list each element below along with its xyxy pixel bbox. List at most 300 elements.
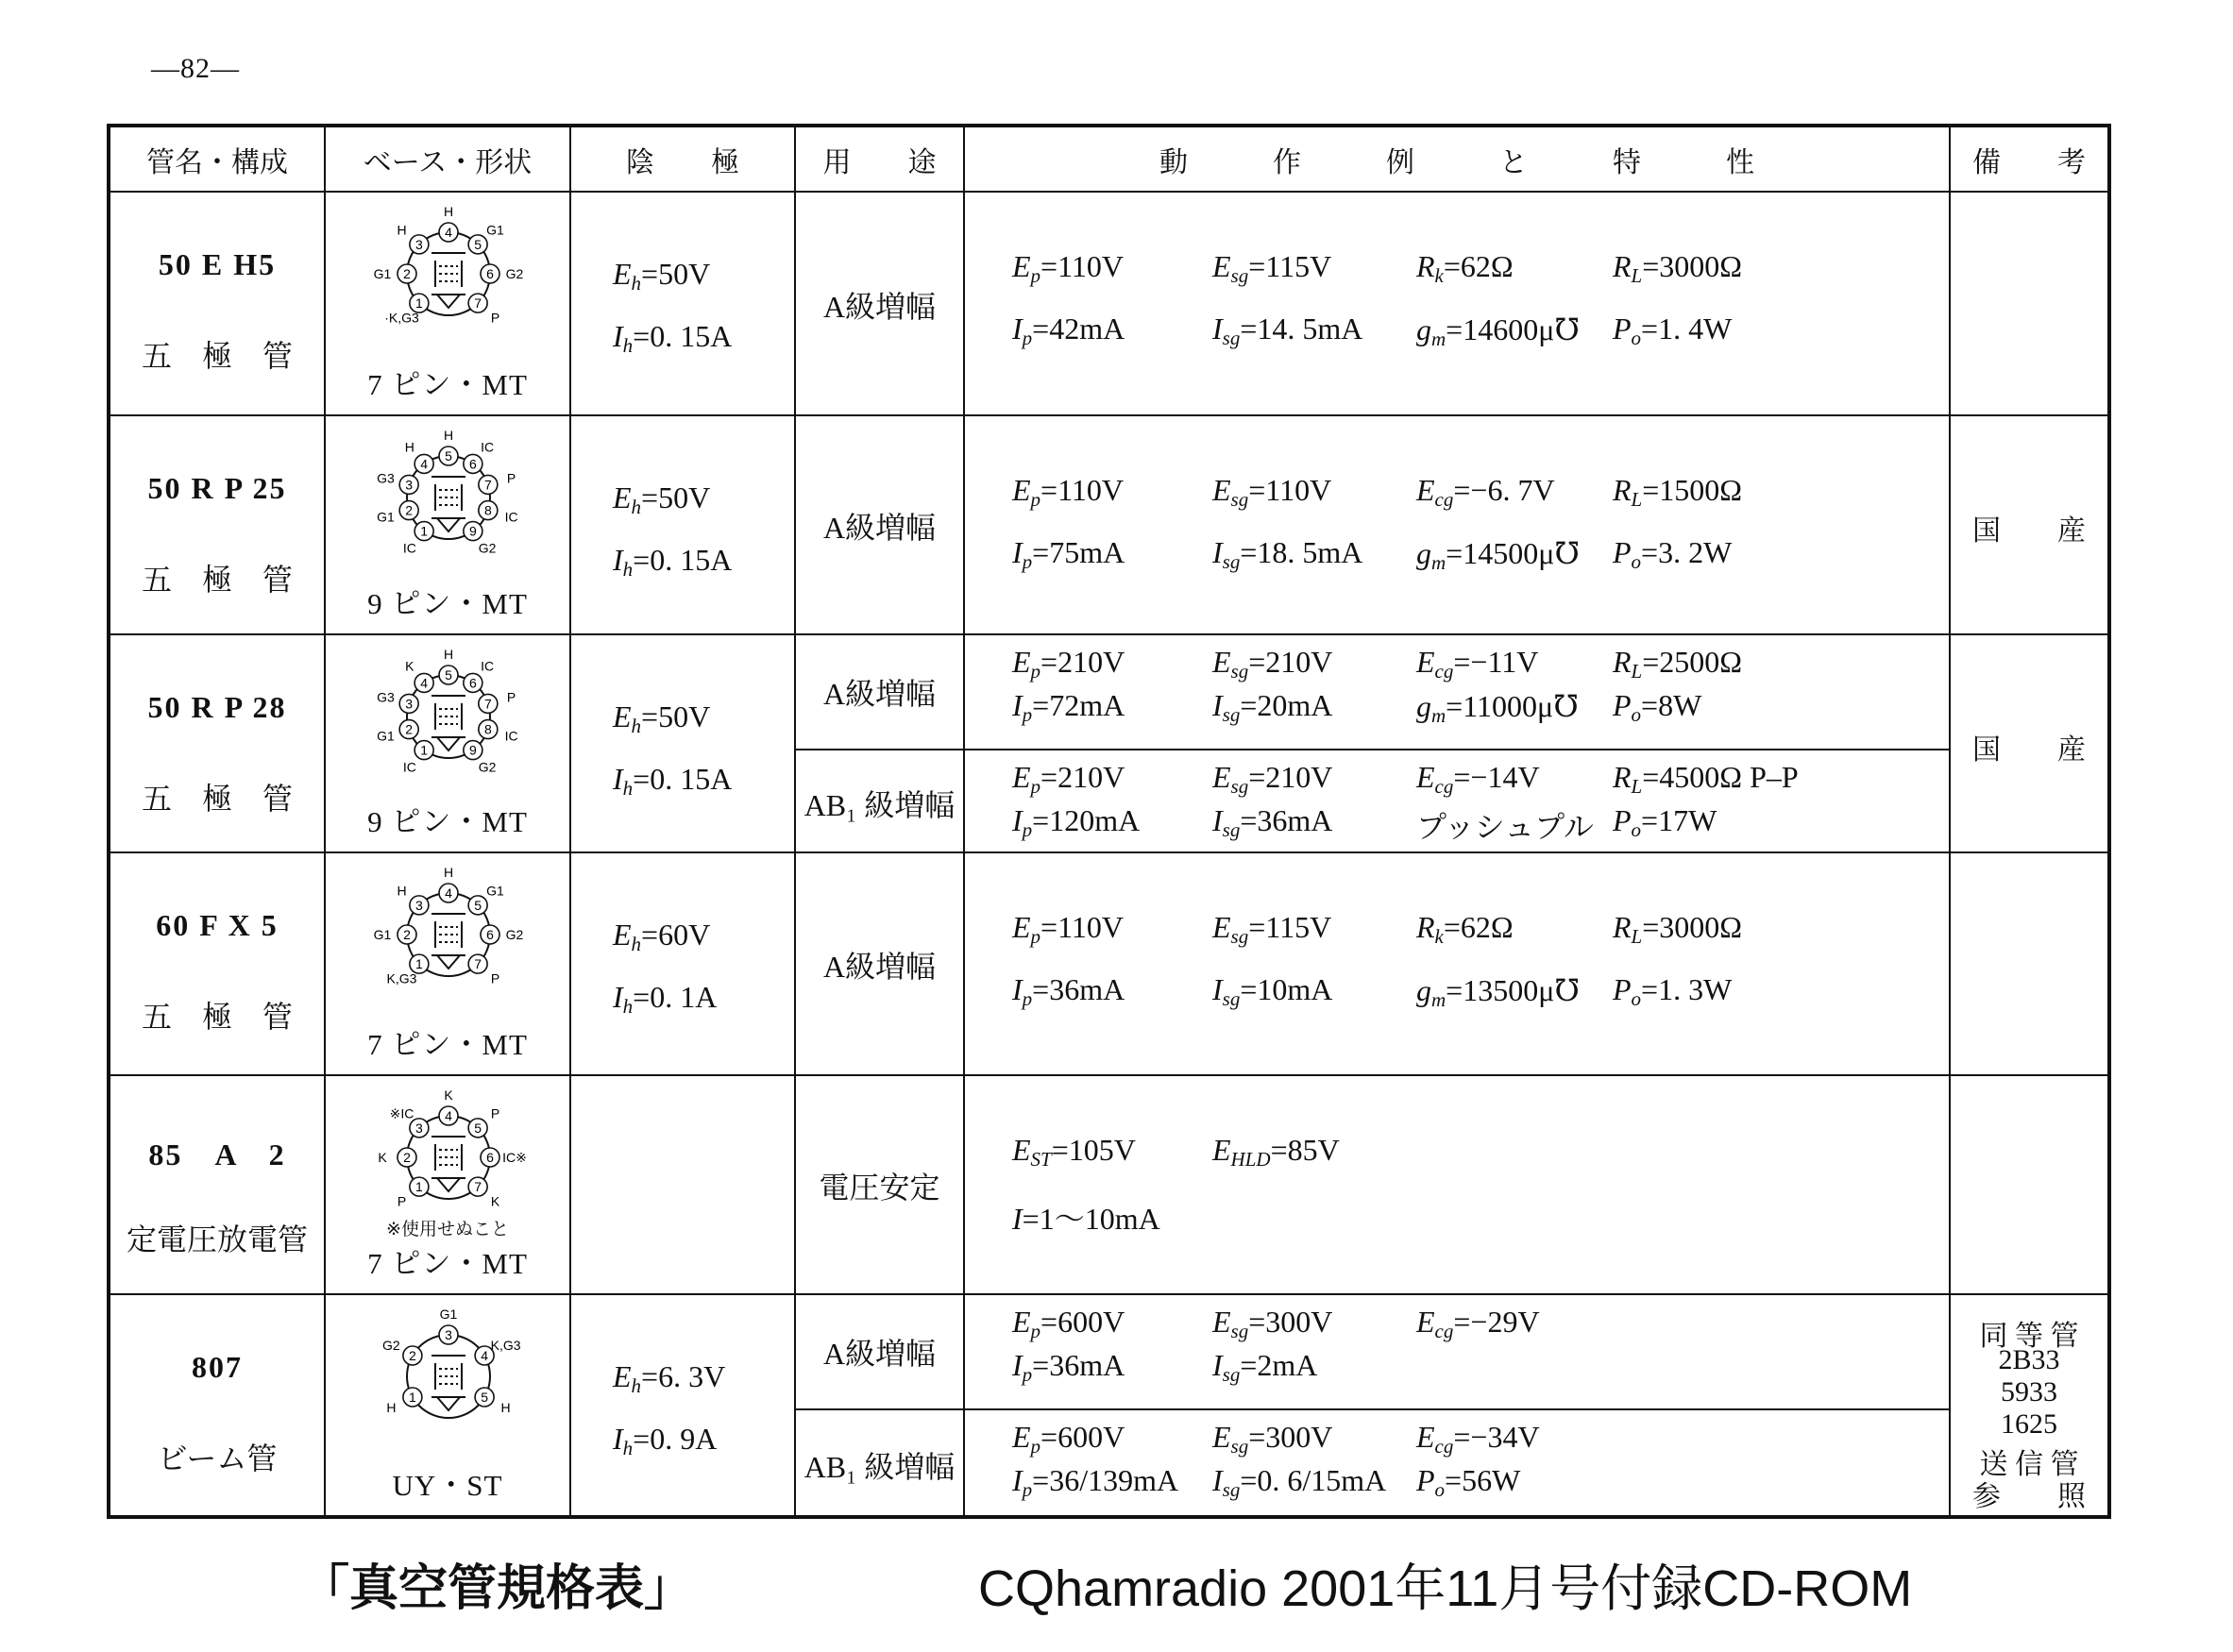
param-symbol: I [1012, 1463, 1023, 1497]
param-subscript: m [1431, 988, 1446, 1011]
footer-source: CQhamradio 2001年11月号付録CD-ROM [978, 1560, 1913, 1617]
param-subscript: p [1022, 327, 1033, 349]
base-cell [325, 852, 570, 1075]
base-cell [325, 415, 570, 634]
param-value: =3000Ω [1642, 249, 1743, 283]
param-symbol: E [1012, 910, 1031, 944]
pin-label: K [490, 1193, 500, 1209]
param-value: =210V [1040, 760, 1125, 794]
application-block [796, 1295, 963, 1408]
param-subscript: o [1631, 818, 1642, 841]
characteristics-block [965, 1076, 1949, 1295]
parameter [1012, 1133, 1136, 1172]
characteristics-line [965, 910, 1949, 948]
characteristics-line [965, 760, 1949, 798]
electrode-icon [431, 696, 465, 750]
application-block [796, 749, 963, 855]
cathode-line [613, 480, 710, 519]
param-symbol: I [1212, 803, 1223, 837]
header-tube-name: 管名・構成 [109, 126, 325, 192]
pin-label: IC [402, 540, 416, 556]
param-subscript: h [622, 995, 634, 1018]
param-value: =−6. 7V [1453, 473, 1555, 507]
parameter [1212, 760, 1332, 799]
parameter [613, 480, 711, 518]
param-subscript: p [1030, 660, 1041, 683]
parameter [613, 918, 711, 955]
param-subscript: p [1030, 1435, 1041, 1458]
param-subscript: m [1431, 551, 1446, 574]
param-symbol: R [1613, 760, 1632, 794]
pin-number: 5 [445, 667, 452, 683]
param-symbol: E [1212, 645, 1231, 679]
application-label: AB₁ 級増幅 [804, 787, 956, 822]
param-value: =0. 1A [633, 980, 718, 1014]
param-subscript: p [1030, 925, 1041, 948]
param-symbol: I [1212, 1348, 1223, 1382]
param-value: =210V [1248, 645, 1333, 679]
characteristics-line [965, 535, 1949, 573]
param-subscript: h [631, 496, 642, 518]
pin-label: G2 [478, 759, 497, 775]
characteristics-cell [964, 1294, 1950, 1517]
cathode-line [613, 543, 732, 582]
pin-number: 7 [483, 696, 492, 712]
param-symbol: E [1416, 760, 1435, 794]
param-value: =36mA [1032, 1348, 1125, 1382]
parameter [1012, 249, 1124, 288]
parameter [613, 543, 733, 581]
table-row [109, 192, 2109, 415]
param-value: =105V [1051, 1133, 1136, 1167]
characteristics-line [965, 803, 1949, 844]
electrode-icon [431, 477, 465, 531]
param-value: =42mA [1032, 312, 1125, 346]
characteristics-block [965, 749, 1949, 855]
parameter [1012, 1348, 1125, 1387]
pin-label: K,G3 [386, 970, 417, 986]
tube-name-cell [109, 1294, 325, 1517]
pin-number: 5 [474, 236, 482, 252]
param-symbol: I [613, 543, 623, 577]
table-body [109, 192, 2109, 1517]
param-subscript: h [622, 777, 634, 800]
application-block [796, 1408, 963, 1520]
tube-name: 50 R P 25 [147, 471, 287, 505]
characteristics-block [965, 635, 1949, 749]
pin-number: 3 [405, 477, 414, 493]
characteristics-block [965, 416, 1949, 635]
pin-label: K [444, 1087, 453, 1103]
characteristics-block [965, 1295, 1949, 1408]
param-symbol: g [1416, 312, 1431, 346]
param-symbol: E [1012, 1420, 1031, 1454]
characteristics-line [965, 312, 1949, 349]
electrode-icon [431, 253, 465, 308]
param-subscript: sg [1222, 1363, 1241, 1386]
param-symbol: E [1012, 760, 1031, 794]
electrode-icon [431, 1356, 465, 1410]
characteristics-line [965, 1195, 1949, 1236]
remark-line: 国 産 [1972, 515, 2086, 547]
param-subscript: sg [1230, 775, 1249, 798]
param-symbol: P [1613, 803, 1632, 837]
param-symbol: E [1212, 910, 1231, 944]
parameter [1613, 473, 1742, 512]
parameter [1012, 473, 1124, 512]
pin-number: 9 [468, 523, 477, 539]
characteristics-cell [964, 192, 1950, 415]
characteristics-line [965, 645, 1949, 683]
pin-number: 5 [474, 1120, 482, 1136]
base-label: 7 ピン・MT [367, 1247, 528, 1280]
param-value: =300V [1248, 1305, 1333, 1339]
param-subscript: sg [1222, 987, 1241, 1010]
pin-number: 5 [481, 1390, 489, 1405]
tube-name: 50 R P 28 [147, 690, 287, 724]
parameter [1012, 1420, 1125, 1458]
param-value: =50V [641, 257, 711, 291]
header-cathode: 陰 極 [570, 126, 795, 192]
param-symbol: E [1012, 473, 1031, 507]
pin-number: 6 [468, 675, 477, 691]
param-symbol: R [1416, 910, 1435, 944]
param-symbol: E [1212, 473, 1231, 507]
pin-number: 1 [414, 1179, 423, 1195]
pin-label: G2 [505, 266, 524, 281]
param-symbol: I [613, 980, 623, 1014]
param-subscript: p [1030, 488, 1041, 511]
base-note: ※使用せぬこと [386, 1219, 509, 1239]
base-label: 7 ピン・MT [367, 1028, 528, 1061]
param-symbol: I [1012, 312, 1023, 346]
parameter [1012, 910, 1124, 949]
base-pin-diagram [354, 1303, 543, 1463]
pin-number: 4 [445, 885, 452, 901]
param-subscript: cg [1434, 1435, 1454, 1458]
pin-label: P [397, 1193, 407, 1209]
pin-number: 7 [483, 477, 492, 493]
remark-line: 5933 [2001, 1376, 2057, 1408]
param-value: =50V [641, 700, 711, 733]
application-label: 電圧安定 [819, 1171, 940, 1205]
page-number: —82— [151, 53, 240, 84]
param-symbol: g [1416, 536, 1431, 570]
parameter [1416, 312, 1580, 351]
param-value: =115V [1248, 910, 1332, 944]
parameter [1212, 249, 1331, 288]
param-subscript: h [622, 334, 634, 357]
param-subscript: o [1631, 327, 1642, 349]
parameter [1613, 910, 1742, 949]
param-symbol: I [1012, 803, 1023, 837]
param-subscript: sg [1222, 703, 1241, 726]
pin-label: G3 [377, 689, 395, 705]
tube-name: 50 E H5 [158, 247, 277, 281]
param-symbol: E [1012, 1305, 1031, 1339]
characteristics-line [965, 473, 1949, 511]
param-value: =110V [1040, 473, 1125, 507]
parameter [1212, 535, 1362, 574]
param-subscript: HLD [1230, 1148, 1271, 1171]
param-value: =6. 3V [641, 1359, 726, 1393]
param-value: =−29V [1453, 1305, 1540, 1339]
parameter [1416, 535, 1580, 575]
param-value: =−11V [1453, 645, 1539, 679]
param-subscript: h [631, 1374, 642, 1397]
param-symbol: E [613, 918, 632, 952]
param-subscript: h [631, 933, 642, 955]
param-value: =20mA [1240, 688, 1333, 722]
tube-kind: 五 極 管 [141, 563, 293, 597]
param-value: =110V [1040, 910, 1125, 944]
pin-label: G1 [486, 222, 504, 238]
header-application: 用 途 [795, 126, 964, 192]
param-value: =120mA [1032, 803, 1141, 837]
parameter [1416, 1420, 1540, 1458]
parameter [1613, 645, 1742, 683]
param-value: =62Ω [1443, 910, 1514, 944]
param-subscript: ST [1030, 1148, 1052, 1171]
param-symbol: I [1012, 1202, 1023, 1236]
remarks-cell [1950, 1294, 2109, 1517]
pin-number: 3 [445, 1327, 452, 1342]
param-value: =1500Ω [1642, 473, 1743, 507]
pin-number: 4 [445, 225, 452, 240]
parameter [1416, 473, 1555, 512]
param-subscript: o [1631, 550, 1642, 573]
tube-name-cell [109, 192, 325, 415]
param-value: =0. 15A [633, 762, 733, 796]
application-label: A級増幅 [822, 950, 937, 984]
pin-label: IC [402, 759, 416, 775]
pin-number: 2 [403, 1150, 411, 1165]
param-subscript: o [1434, 1478, 1446, 1501]
parameter [1613, 803, 1717, 842]
param-value: =2500Ω [1642, 645, 1743, 679]
param-symbol: I [1012, 535, 1023, 569]
param-symbol: g [1416, 973, 1431, 1007]
param-symbol: P [1613, 972, 1632, 1006]
parameter [613, 700, 711, 737]
characteristics-cell [964, 415, 1950, 634]
pin-label: H [386, 1400, 397, 1415]
param-value: =110V [1248, 473, 1332, 507]
param-value: =14600μ℧ [1446, 312, 1580, 346]
param-subscript: L [1631, 264, 1643, 287]
pin-label: G2 [505, 927, 524, 942]
parameter [1416, 803, 1594, 849]
param-subscript: cg [1434, 488, 1454, 511]
param-symbol: I [613, 319, 623, 353]
param-value: =85V [1270, 1133, 1340, 1167]
application-block [796, 416, 963, 635]
pin-label: P [506, 470, 516, 486]
base-pin-diagram [354, 861, 543, 1021]
param-symbol: I [1212, 688, 1223, 722]
tube-name-cell [109, 634, 325, 852]
cathode-line [613, 257, 710, 295]
param-subscript: k [1434, 264, 1444, 287]
param-symbol: I [1012, 972, 1023, 1006]
application-cell [795, 1075, 964, 1294]
remarks-cell [1950, 852, 2109, 1075]
param-subscript: p [1030, 1320, 1041, 1342]
pin-number: 1 [408, 1390, 416, 1405]
application-block [796, 635, 963, 749]
pin-number: 4 [445, 1108, 452, 1123]
pin-label: P [506, 689, 516, 705]
pin-number: 5 [445, 448, 452, 464]
pin-number: 2 [405, 721, 414, 737]
cathode-line [613, 1422, 717, 1460]
param-value: =0. 15A [633, 319, 733, 353]
footer-title: 「真空管規格表」 [300, 1560, 694, 1617]
parameter [1012, 645, 1125, 683]
application-cell [795, 415, 964, 634]
parameter [1012, 535, 1125, 574]
cathode-line [613, 1359, 725, 1398]
param-symbol: I [1212, 535, 1223, 569]
parameter [1212, 688, 1332, 727]
param-value: =10mA [1240, 972, 1333, 1006]
parameter [1012, 688, 1125, 727]
tube-name-cell [109, 1075, 325, 1294]
param-symbol: E [1012, 249, 1031, 283]
param-symbol: E [1416, 1420, 1435, 1454]
param-subscript: p [1022, 1363, 1033, 1386]
parameter [1012, 1463, 1178, 1502]
param-subscript: sg [1230, 925, 1249, 948]
param-value: =210V [1040, 645, 1125, 679]
param-value: =1～10mA [1022, 1202, 1160, 1236]
characteristics-line [965, 1348, 1949, 1386]
pin-label: P [490, 310, 500, 326]
base-label: 9 ピン・MT [367, 805, 528, 838]
pin-label: H [443, 865, 454, 880]
tube-kind: ビーム管 [157, 1441, 278, 1475]
param-subscript: sg [1222, 550, 1241, 573]
param-value: =110V [1040, 249, 1125, 283]
pin-number: 6 [468, 456, 477, 472]
application-cell [795, 852, 964, 1075]
remark-line: 同 等 管 [1979, 1321, 2079, 1352]
parameter [1012, 1195, 1160, 1240]
param-symbol: R [1613, 645, 1632, 679]
base-ring [407, 1335, 490, 1418]
param-symbol: P [1416, 1463, 1435, 1497]
parameter [1613, 972, 1732, 1011]
parameter [1012, 312, 1125, 350]
header-base: ベース・形状 [325, 126, 570, 192]
base-cell [325, 192, 570, 415]
param-symbol: E [613, 1359, 632, 1393]
parameter [1212, 312, 1362, 350]
electrode-icon [431, 1137, 465, 1191]
parameter [613, 319, 733, 357]
pin-number: 4 [481, 1348, 489, 1363]
cathode-line [613, 319, 732, 358]
base-label: 7 ピン・MT [367, 368, 528, 401]
pin-number: 2 [408, 1348, 416, 1363]
base-cell [325, 634, 570, 852]
parameter [1613, 312, 1732, 350]
table-row [109, 634, 2109, 852]
pin-number: 1 [414, 956, 423, 972]
pin-number: 2 [403, 927, 411, 942]
param-value: =−34V [1453, 1420, 1540, 1454]
pin-number: 5 [474, 897, 482, 913]
table-row [109, 1294, 2109, 1517]
cathode-cell [570, 192, 795, 415]
parameter [1012, 803, 1140, 842]
param-subscript: p [1030, 775, 1041, 798]
param-subscript: p [1022, 703, 1033, 726]
pin-number: 9 [468, 742, 477, 758]
param-value: =4500Ω P–P [1642, 760, 1799, 794]
param-value: =2mA [1240, 1348, 1318, 1382]
characteristics-line [965, 1133, 1949, 1171]
parameter [1613, 760, 1799, 799]
param-value: =13500μ℧ [1446, 973, 1580, 1007]
cathode-line [613, 700, 710, 738]
pin-label: G1 [439, 1306, 458, 1322]
param-symbol: P [1613, 688, 1632, 722]
cathode-cell [570, 634, 795, 852]
param-subscript: sg [1230, 660, 1249, 683]
table-header-row [109, 126, 2109, 192]
application-block [796, 193, 963, 416]
characteristics-line [965, 1420, 1949, 1458]
param-symbol: I [1012, 1348, 1023, 1382]
pin-label: G3 [377, 470, 395, 486]
parameter [1212, 1305, 1332, 1343]
param-symbol: R [1613, 910, 1632, 944]
param-subscript: p [1022, 987, 1033, 1010]
param-symbol: E [1212, 760, 1231, 794]
parameter [1212, 1133, 1340, 1172]
parameter [1012, 760, 1125, 799]
table-row [109, 1075, 2109, 1294]
param-subscript: o [1631, 703, 1642, 726]
application-label: A級増幅 [822, 1337, 937, 1371]
param-value: =60V [641, 918, 711, 952]
param-subscript: p [1030, 264, 1041, 287]
pin-number: 3 [414, 897, 423, 913]
pin-number: 2 [405, 502, 414, 518]
param-value: =300V [1248, 1420, 1333, 1454]
parameter [1212, 473, 1331, 512]
pin-label: H [404, 439, 414, 455]
remark-line: 2B33 [1998, 1344, 2060, 1375]
param-value: =36/139mA [1032, 1463, 1179, 1497]
param-subscript: p [1022, 550, 1033, 573]
pin-label: IC※ [502, 1150, 527, 1165]
param-value: =11000μ℧ [1446, 689, 1579, 723]
param-symbol: R [1613, 473, 1632, 507]
param-value: =1. 4W [1641, 312, 1733, 346]
param-symbol: E [1212, 249, 1231, 283]
param-symbol: E [613, 700, 632, 733]
tube-kind: 五 極 管 [141, 1000, 293, 1034]
application-label: AB₁ 級増幅 [804, 1450, 956, 1484]
characteristics-cell [964, 1075, 1950, 1294]
remark-line: 送 信 管 [1979, 1449, 2079, 1480]
param-subscript: sg [1222, 327, 1241, 349]
pin-number: 2 [403, 266, 411, 281]
parameter [1416, 910, 1514, 949]
pin-number: 7 [474, 1179, 482, 1195]
